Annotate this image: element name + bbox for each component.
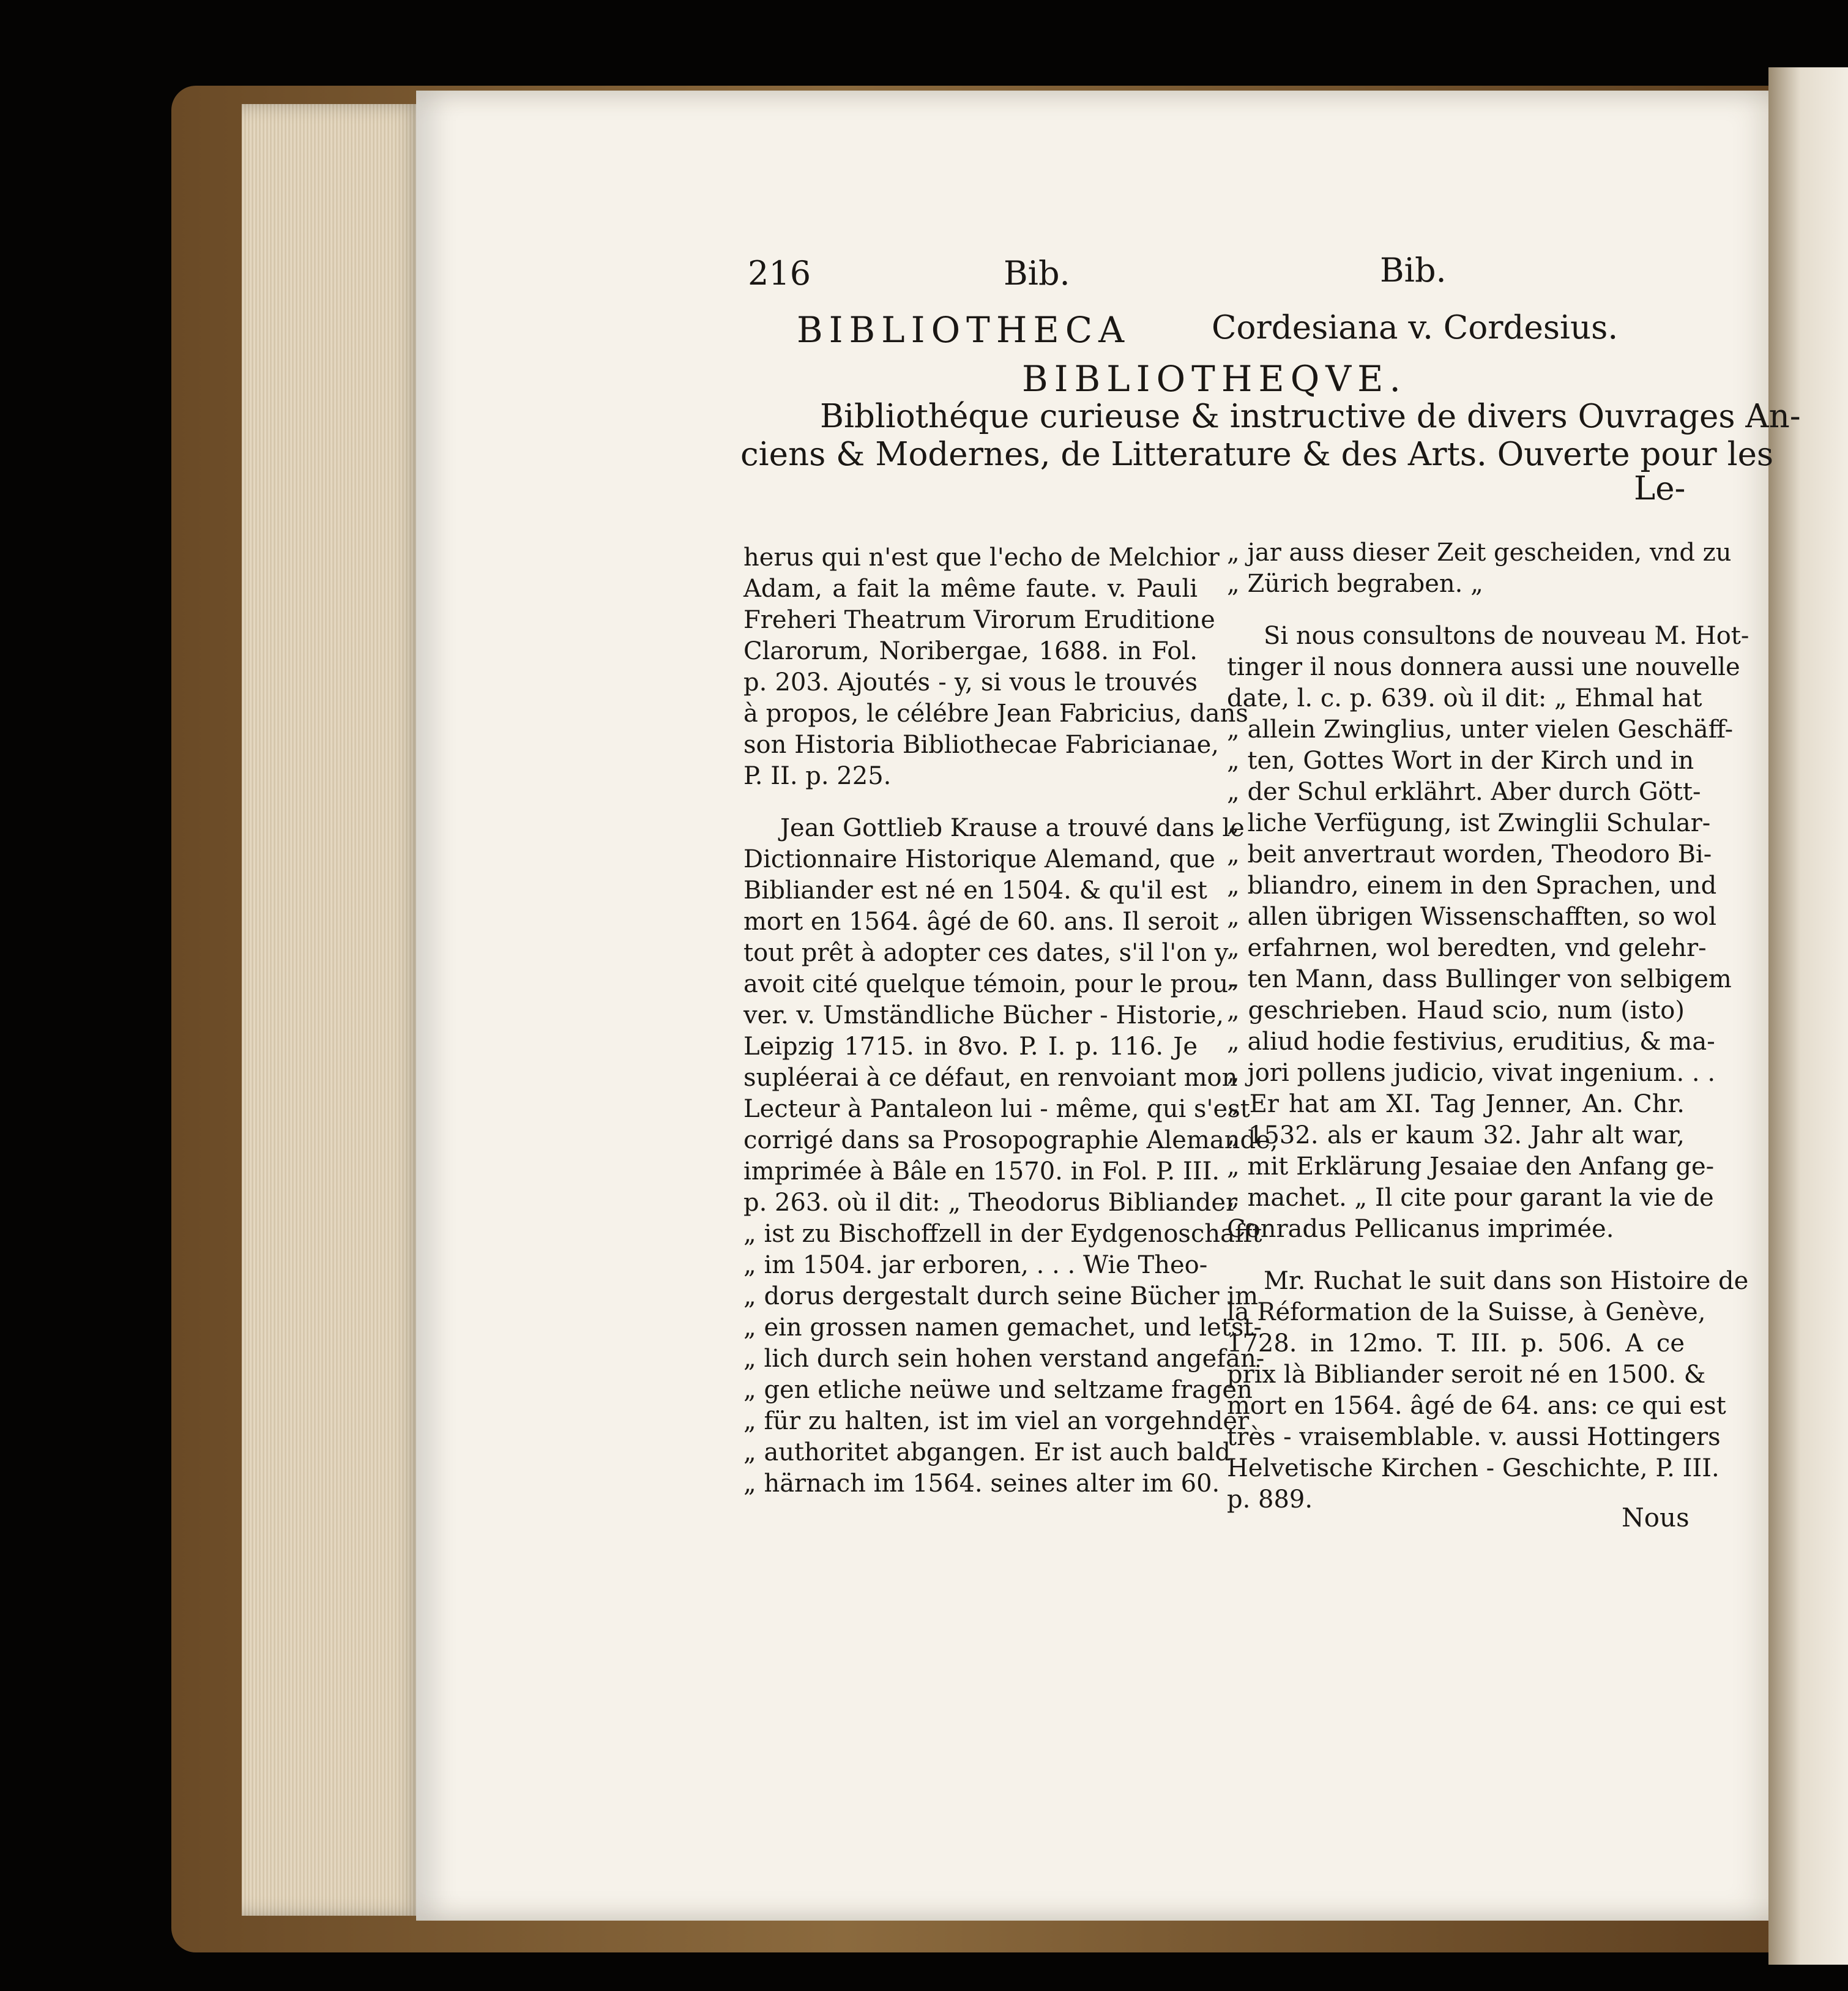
- text-line: mort en 1564. âgé de 64. ans: ce qui est: [1227, 1392, 1726, 1420]
- entry-title-bibliotheque: BIBLIOTHEQVE.: [1022, 358, 1407, 400]
- text-line: „ jori pollens judicio, vivat ingenium. . .: [1227, 1059, 1716, 1087]
- text-line: „ ten, Gottes Wort in der Kirch und in: [1227, 747, 1694, 775]
- text-line: Conradus Pellicanus imprimée.: [1227, 1215, 1614, 1243]
- text-line: Clarorum, Noribergae, 1688. in Fol.: [743, 637, 1198, 665]
- text-line: Leipzig 1715. in 8vo. P. I. p. 116. Je: [743, 1033, 1198, 1061]
- text-line: Jean Gottlieb Krause a trouvé dans le: [780, 814, 1245, 842]
- page-block-edge: [242, 104, 425, 1916]
- text-line: „ lich durch sein hohen verstand angefan-: [743, 1345, 1265, 1373]
- facing-page-edge: [1768, 67, 1848, 1965]
- text-line: herus qui n'est que l'echo de Melchior: [743, 544, 1220, 572]
- text-line: „ härnach im 1564. seines alter im 60.: [743, 1470, 1220, 1498]
- text-line: „ geschrieben. Haud scio, num (isto): [1227, 996, 1685, 1025]
- text-line: „ machet. „ Il cite pour garant la vie de: [1227, 1184, 1714, 1212]
- intro-catchword: Le-: [1634, 470, 1686, 507]
- text-line: supléerai à ce défaut, en renvoiant mon: [743, 1064, 1238, 1092]
- text-line: „ ein grossen namen gemachet, und letst-: [743, 1313, 1262, 1342]
- text-line: „ allen übrigen Wissenschafften, so wol: [1227, 903, 1717, 931]
- text-line: imprimée à Bâle en 1570. in Fol. P. III.: [743, 1157, 1220, 1186]
- text-line: corrigé dans sa Prosopographie Alemande,: [743, 1126, 1278, 1154]
- text-line: P. II. p. 225.: [743, 762, 892, 790]
- intro-line-1: Bibliothéque curieuse & instructive de divers Ouvrages An-: [820, 398, 1801, 435]
- text-line: „ jar auss dieser Zeit gescheiden, vnd zu: [1227, 539, 1732, 567]
- text-line: mort en 1564. âgé de 60. ans. Il seroit: [743, 908, 1219, 936]
- text-line: „ liche Verfügung, ist Zwinglii Schular-: [1227, 809, 1711, 837]
- running-head-left: Bib.: [1004, 254, 1070, 293]
- text-line: Adam, a fait la même faute. v. Pauli: [743, 575, 1198, 603]
- paragraph-gap: [743, 792, 1198, 813]
- text-line: „ der Schul erklährt. Aber durch Gött-: [1227, 778, 1701, 806]
- text-line: très - vraisemblable. v. aussi Hottingers: [1227, 1423, 1721, 1451]
- text-line: tout prêt à adopter ces dates, s'il l'on y: [743, 939, 1229, 967]
- entry-title-bibliotheca: BIBLIOTHECA: [797, 309, 1130, 351]
- text-line: Lecteur à Pantaleon lui - même, qui s'est: [743, 1095, 1250, 1123]
- paragraph-gap: [1227, 600, 1685, 621]
- page-catchword: Nous: [1622, 1503, 1690, 1533]
- text-line: „ mit Erklärung Jesaiae den Anfang ge-: [1227, 1152, 1715, 1181]
- text-line: p. 263. où il dit: „ Theodorus Bibliander: [743, 1189, 1238, 1217]
- text-line: „ für zu halten, ist im viel an vorgehnder: [743, 1407, 1250, 1435]
- left-column: [743, 542, 1278, 1500]
- intro-line-2: ciens & Modernes, de Litterature & des Arts. Ouverte pour les: [740, 436, 1774, 473]
- text-line: „ im 1504. jar erboren, . . . Wie Theo-: [743, 1251, 1208, 1279]
- text-line: „ dorus dergestalt durch seine Bücher im: [743, 1282, 1259, 1310]
- text-line: „ gen etliche neüwe und seltzame fragen: [743, 1376, 1253, 1404]
- text-line: Si nous consultons de nouveau M. Hot-: [1264, 622, 1749, 650]
- text-line: Freheri Theatrum Virorum Eruditione: [743, 606, 1215, 634]
- text-line: la Réformation de la Suisse, à Genève,: [1227, 1298, 1706, 1326]
- entry-cross-reference: Cordesiana v. Cordesius.: [1212, 309, 1619, 346]
- text-line: p. 203. Ajoutés - y, si vous le trouvés: [743, 668, 1198, 697]
- running-head-right: Bib.: [1380, 251, 1447, 289]
- paragraph-gap: [1227, 1245, 1685, 1266]
- text-line: Dictionnaire Historique Alemand, que: [743, 845, 1215, 873]
- text-line: „ ist zu Bischoffzell in der Eydgenoschafft: [743, 1220, 1262, 1248]
- text-line: Bibliander est né en 1504. & qu'il est: [743, 876, 1207, 905]
- text-line: „ bliandro, einem in den Sprachen, und: [1227, 872, 1717, 900]
- text-line: tinger il nous donnera aussi une nouvelle: [1227, 653, 1740, 681]
- text-line: „ Zürich begraben. „: [1227, 570, 1483, 598]
- text-line: Helvetische Kirchen - Geschichte, P. III.: [1227, 1454, 1719, 1482]
- text-line: „ authoritet abgangen. Er ist auch bald: [743, 1438, 1231, 1466]
- text-line: à propos, le célébre Jean Fabricius, dans: [743, 700, 1248, 728]
- text-line: „ ten Mann, dass Bullinger von selbigem: [1227, 965, 1732, 993]
- text-line: „ allein Zwinglius, unter vielen Geschäff-: [1227, 715, 1734, 744]
- text-line: p. 889.: [1227, 1485, 1313, 1514]
- text-line: son Historia Bibliothecae Fabricianae,: [743, 731, 1219, 759]
- right-column: [1227, 537, 1749, 1515]
- text-line: „ beit anvertraut worden, Theodoro Bi-: [1227, 840, 1712, 868]
- text-line: 1728. in 12mo. T. III. p. 506. A ce: [1227, 1329, 1685, 1358]
- text-line: avoit cité quelque témoin, pour le prou-: [743, 970, 1237, 998]
- text-line: ver. v. Umständliche Bücher - Historie,: [743, 1001, 1224, 1029]
- page-number: 216: [748, 254, 811, 293]
- text-line: „ erfahrnen, wol beredten, vnd gelehr-: [1227, 934, 1707, 962]
- text-line: date, l. c. p. 639. où il dit: „ Ehmal hat: [1227, 684, 1702, 712]
- text-line: „ 1532. als er kaum 32. Jahr alt war,: [1227, 1121, 1685, 1149]
- text-line: Mr. Ruchat le suit dans son Histoire de: [1264, 1267, 1749, 1295]
- text-line: „ aliud hodie festivius, eruditius, & ma-: [1227, 1028, 1715, 1056]
- text-line: „ Er hat am XI. Tag Jenner, An. Chr.: [1227, 1090, 1685, 1118]
- text-line: prix là Bibliander seroit né en 1500. &: [1227, 1361, 1706, 1389]
